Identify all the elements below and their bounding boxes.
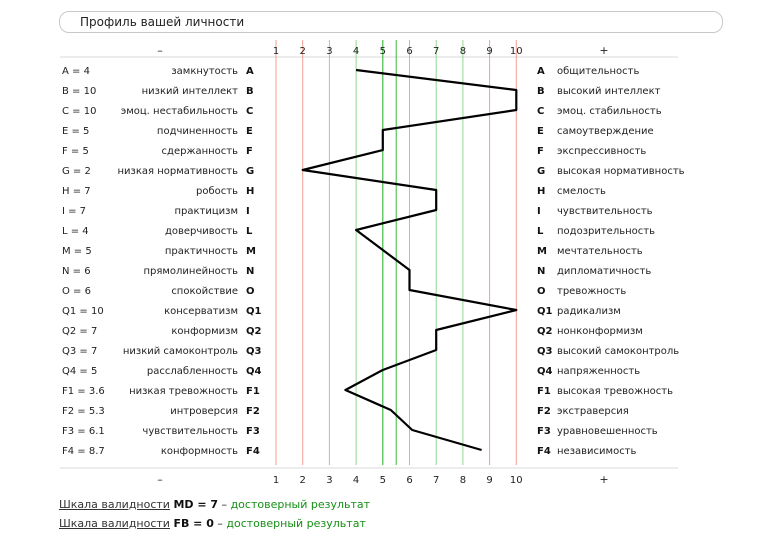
factor-score: N = 6 bbox=[62, 266, 91, 277]
factor-low-pole: чувствительность bbox=[142, 426, 238, 437]
factor-high-pole: экспрессивность bbox=[557, 146, 647, 157]
factor-code-right: F1 bbox=[537, 386, 551, 397]
factor-code-right: C bbox=[537, 106, 545, 117]
scale-top-label-1: 1 bbox=[272, 46, 280, 57]
profile-title: Профиль вашей личности bbox=[59, 11, 723, 33]
factor-code-left: I bbox=[246, 206, 250, 217]
validity-fb-row bbox=[59, 517, 366, 531]
scale-top-label-10: 10 bbox=[509, 46, 523, 57]
factor-high-pole: высокий интеллект bbox=[557, 86, 661, 97]
validity-fb-value: FB = 0 bbox=[173, 517, 214, 530]
factor-code-right: Q2 bbox=[537, 326, 553, 337]
factor-low-pole: низкая тревожность bbox=[129, 386, 238, 397]
factor-score: A = 4 bbox=[62, 66, 90, 77]
factor-code-right: G bbox=[537, 166, 546, 177]
factor-high-pole: чувствительность bbox=[557, 206, 653, 217]
factor-high-pole: нонконформизм bbox=[557, 326, 643, 337]
factor-code-left: F1 bbox=[246, 386, 260, 397]
factor-code-left: O bbox=[246, 286, 255, 297]
factor-low-pole: прямолинейность bbox=[143, 266, 238, 277]
factor-score: Q3 = 7 bbox=[62, 346, 98, 357]
validity-md-link[interactable]: Шкала валидности bbox=[59, 498, 170, 511]
factor-high-pole: независимость bbox=[557, 446, 637, 457]
factor-code-right: Q4 bbox=[537, 366, 553, 377]
scale-top-label-9: 9 bbox=[486, 46, 493, 57]
factor-code-right: Q3 bbox=[537, 346, 553, 357]
factor-high-pole: общительность bbox=[557, 66, 640, 77]
scale-top-label-5: 5 bbox=[379, 46, 386, 57]
factor-low-pole: подчиненность bbox=[156, 126, 238, 137]
factor-low-pole: низкий интеллект bbox=[141, 86, 238, 97]
scale-bottom-label-10: 10 bbox=[509, 475, 523, 486]
factor-code-left: G bbox=[246, 166, 255, 177]
factor-code-left: E bbox=[246, 126, 253, 137]
validity-md-row bbox=[59, 498, 370, 512]
factor-low-pole: эмоц. нестабильность bbox=[120, 106, 238, 117]
factor-code-right: N bbox=[537, 266, 546, 277]
factor-high-pole: напряженность bbox=[557, 366, 641, 377]
factor-code-left: Q3 bbox=[246, 346, 262, 357]
factor-high-pole: радикализм bbox=[557, 306, 621, 317]
factor-score: F4 = 8.7 bbox=[62, 446, 105, 457]
factor-score: Q4 = 5 bbox=[62, 366, 98, 377]
factor-low-pole: спокойствие bbox=[171, 286, 238, 297]
factor-low-pole: низкая нормативность bbox=[117, 166, 238, 177]
factor-code-left: Q4 bbox=[246, 366, 262, 377]
factor-high-pole: смелость bbox=[557, 186, 606, 197]
factor-low-pole: замкнутость bbox=[171, 66, 238, 77]
factor-code-left: Q1 bbox=[246, 306, 262, 317]
factor-high-pole: подозрительность bbox=[557, 226, 655, 237]
factor-code-right: Q1 bbox=[537, 306, 553, 317]
scale-bottom-label-9: 9 bbox=[486, 475, 493, 486]
factor-score: F1 = 3.6 bbox=[62, 386, 105, 397]
factor-code-right: M bbox=[537, 246, 547, 257]
factor-score: Q2 = 7 bbox=[62, 326, 98, 337]
factor-high-pole: эмоц. стабильность bbox=[557, 106, 662, 117]
factor-code-right: O bbox=[537, 286, 546, 297]
scale-bottom-label-1: 1 bbox=[272, 475, 280, 486]
factor-low-pole: робость bbox=[196, 186, 238, 197]
factor-score: O = 6 bbox=[62, 286, 91, 297]
factor-score: Q1 = 10 bbox=[62, 306, 104, 317]
validity-fb-result: достоверный результат bbox=[226, 517, 366, 530]
factor-code-left: N bbox=[246, 266, 255, 277]
scale-top-label-7: 7 bbox=[433, 46, 440, 57]
factor-code-left: A bbox=[246, 66, 254, 77]
factor-low-pole: доверчивость bbox=[164, 226, 238, 237]
factor-low-pole: консерватизм bbox=[164, 306, 238, 317]
factor-high-pole: экстраверсия bbox=[557, 406, 629, 417]
factor-code-left: F4 bbox=[246, 446, 260, 457]
factor-code-right: F bbox=[537, 146, 544, 157]
factor-code-left: F2 bbox=[246, 406, 260, 417]
factor-low-pole: интроверсия bbox=[170, 406, 238, 417]
factor-high-pole: высокая тревожность bbox=[557, 386, 673, 397]
scale-bottom-label-5: 5 bbox=[379, 475, 386, 486]
factor-high-pole: самоутверждение bbox=[557, 126, 654, 137]
header-plus-bottom: + bbox=[599, 473, 609, 486]
factor-code-left: C bbox=[246, 106, 254, 117]
factor-high-pole: тревожность bbox=[557, 286, 627, 297]
factor-high-pole: высокий самоконтроль bbox=[557, 346, 680, 357]
validity-fb-link[interactable]: Шкала валидности bbox=[59, 517, 170, 530]
factor-score: F3 = 6.1 bbox=[62, 426, 105, 437]
scale-top-label-6: 6 bbox=[406, 46, 413, 57]
factor-code-left: L bbox=[246, 226, 253, 237]
factor-score: E = 5 bbox=[62, 126, 90, 137]
scale-top-label-3: 3 bbox=[326, 46, 333, 57]
scale-bottom-label-6: 6 bbox=[406, 475, 413, 486]
factor-low-pole: сдержанность bbox=[161, 146, 238, 157]
factor-high-pole: дипломатичность bbox=[557, 266, 652, 277]
factor-score: F2 = 5.3 bbox=[62, 406, 105, 417]
scale-bottom-label-4: 4 bbox=[352, 475, 360, 486]
header-plus-top: + bbox=[599, 44, 609, 57]
scale-top-label-4: 4 bbox=[352, 46, 360, 57]
factor-score: M = 5 bbox=[62, 246, 92, 257]
factor-code-left: F3 bbox=[246, 426, 260, 437]
factor-score: C = 10 bbox=[62, 106, 97, 117]
factor-score: I = 7 bbox=[62, 206, 87, 217]
factor-code-right: F2 bbox=[537, 406, 551, 417]
factor-code-left: Q2 bbox=[246, 326, 262, 337]
header-minus-top: – bbox=[157, 44, 163, 57]
factor-code-left: B bbox=[246, 86, 254, 97]
scale-top-label-2: 2 bbox=[299, 46, 306, 57]
scale-bottom-label-8: 8 bbox=[459, 475, 467, 486]
factor-code-right: B bbox=[537, 86, 545, 97]
factor-low-pole: низкий самоконтроль bbox=[122, 346, 238, 357]
scale-bottom-label-3: 3 bbox=[326, 475, 333, 486]
factor-code-right: L bbox=[537, 226, 544, 237]
validity-md-result: достоверный результат bbox=[230, 498, 371, 511]
scale-bottom-label-7: 7 bbox=[433, 475, 440, 486]
factor-low-pole: практицизм bbox=[174, 206, 238, 217]
scale-top-label-8: 8 bbox=[459, 46, 467, 57]
factor-high-pole: высокая нормативность bbox=[557, 166, 685, 177]
scale-bottom-label-2: 2 bbox=[299, 475, 306, 486]
validity-md-value: MD = 7 bbox=[173, 498, 219, 511]
factor-score: H = 7 bbox=[62, 186, 91, 197]
factor-score: G = 2 bbox=[62, 166, 91, 177]
validity-md-dash: – bbox=[218, 498, 231, 511]
factor-score: F = 5 bbox=[62, 146, 89, 157]
factor-code-right: E bbox=[537, 126, 544, 137]
factor-low-pole: конформизм bbox=[171, 326, 238, 337]
factor-score: B = 10 bbox=[62, 86, 97, 97]
factor-high-pole: уравновешенность bbox=[557, 426, 658, 437]
factor-code-right: A bbox=[537, 66, 545, 77]
factor-code-right: H bbox=[537, 186, 546, 197]
factor-code-left: M bbox=[246, 246, 256, 257]
factor-low-pole: практичность bbox=[164, 246, 238, 257]
factor-low-pole: конформность bbox=[160, 446, 238, 457]
header-minus-bottom: – bbox=[157, 473, 163, 486]
factor-code-left: F bbox=[246, 146, 253, 157]
factor-high-pole: мечтательность bbox=[557, 246, 643, 257]
factor-code-right: F3 bbox=[537, 426, 551, 437]
factor-score: L = 4 bbox=[62, 226, 89, 237]
factor-low-pole: расслабленность bbox=[146, 366, 238, 377]
factor-code-right: F4 bbox=[537, 446, 551, 457]
factor-code-right: I bbox=[537, 206, 541, 217]
factor-code-left: H bbox=[246, 186, 255, 197]
validity-fb-dash: – bbox=[213, 517, 227, 530]
